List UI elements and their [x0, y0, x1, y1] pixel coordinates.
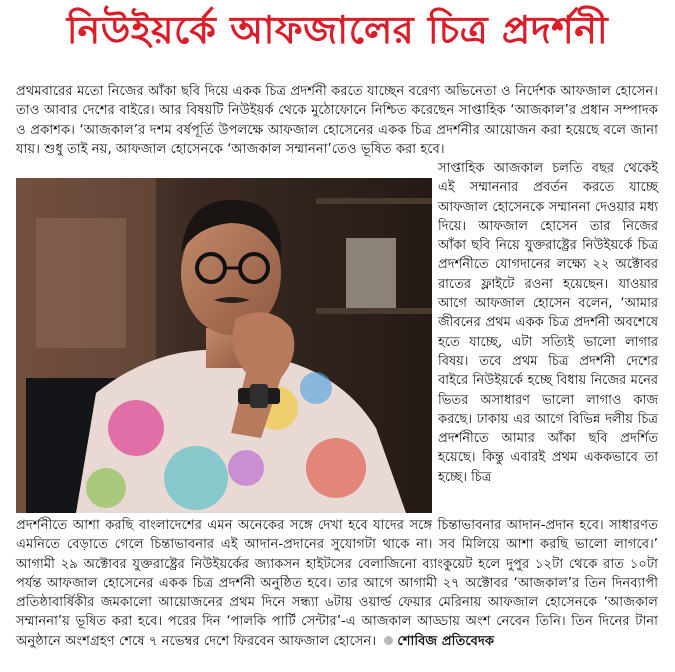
bullet-icon — [384, 636, 393, 645]
side-column-paragraph: সাপ্তাহিক আজকাল চলতি বছর থেকেই এই সম্মাননার প্রবর্তন করতে যাচ্ছে আফজাল হোসেনকে সম্মাননা দেওয়ার মধ্য দিয়ে। আফজাল হোসেন তার নিজের আঁকা ছবি নিয়ে যুক্তরাষ্ট্রের নিউইয়র্কে চিত্র প্রদর্শনীতে যোগদানের লক্ষ্যে ২২ অক্টোবর রাতের ফ্লাইটে রওনা হয়েছেন। যাওয়ার আগে আফজাল হোসেন বলেন, ‘আমার জীবনের প্রথম একক চিত্র প্রদর্শনী অবশেষে হতে যাচ্ছে, এটা সত্যিই ভালো লাগার বিষয়। তবে প্রথম চিত্র প্রদর্শনী দেশের বাইরে নিউইয়র্কে হচ্ছে বিধায় নিজের মনের ভিতর অসাধারণ ভালো লাগাও কাজ করছে। ঢাকায় এর আগে বিভিন্ন দলীয় চিত্র প্রদর্শনীতে আমার আঁকা ছবি প্রদর্শিত হয়েছে। কিন্তু এবারই প্রথম এককভাবে তা হচ্ছে। চিত্র — [438, 161, 658, 485]
continuation-paragraph — [16, 516, 658, 651]
portrait-illustration — [16, 178, 432, 513]
continuation-text: প্রদর্শনীতে আশা করছি বাংলাদেশের এমন অনেকের সঙ্গে দেখা হবে যাদের সঙ্গে চিন্তাভাবনার আদান-প্রদান হবে। সাধারণত এমনিতে বেড়াতে গেলে চিন্তাভাবনার এই আদান-প্রদানের সুযোগটা থাকে না। সব মিলিয়ে আশা করছি ভালো লাগবে।’ আগামী ২৯ অক্টোবর যুক্তরাষ্ট্রের নিউইয়র্কের জ্যাকসন হাইটসের বেলাজিনো ব্যাংকুয়েট হলে দুপুর ১২টা থেকে রাত ১০টা পর্যন্ত আফজাল হোসেনের একক চিত্র প্রদর্শনী অনুষ্ঠিত হবে। তার আগে আগামী ২৭ অক্টোবর ‘আজকাল’র তিন দিনব্যাপী প্রতিষ্ঠাবার্ষিকীর জমকালো আয়োজনের প্রথম দিনে সন্ধ্যা ৬টায় ওয়ার্ল্ড ফেয়ার মেরিনায় আফজাল হোসেনকে ‘আজকাল সম্মাননা’য় ভূষিত করা হবে। পরের দিন ‘পালকি পার্টি সেন্টার’-এ আজকাল আড্ডায় অংশ নেবেন তিনি। তিন দিনের টানা অনুষ্ঠানে অংশগ্রহণ শেষে ৭ নভেম্বর দেশে ফিরবেন আফজাল হোসেন। — [16, 518, 658, 649]
headline: নিউইয়র্কে আফজালের চিত্র প্রদর্শনী — [66, 8, 609, 52]
byline: শোবিজ প্রতিবেদক — [397, 633, 495, 649]
intro-paragraph: প্রথমবারের মতো নিজের আঁকা ছবি দিয়ে একক চিত্র প্রদর্শনী করতে যাচ্ছেন বরেণ্য অভিনেতা ও নির্দেশক আফজাল হোসেন। তাও আবার দেশের বাইরে। আর বিষয়টি নিউইয়র্ক থেকে মুঠোফোনে নিশ্চিত করেছেন সাপ্তাহিক ‘আজকাল’র প্রধান সম্পাদক ও প্রকাশক। ‘আজকাল’র দশম বর্ষপূর্তি উপলক্ষে আফজাল হোসেনের একক চিত্র প্রদর্শনীর আয়োজন করা হয়েছে বলে জানা যায়। শুধু তাই নয়, আফজাল হোসেনকে ‘আজকাল সম্মাননা’তেও ভূষিত করা হবে। — [16, 84, 658, 157]
portrait-photo — [16, 178, 432, 513]
